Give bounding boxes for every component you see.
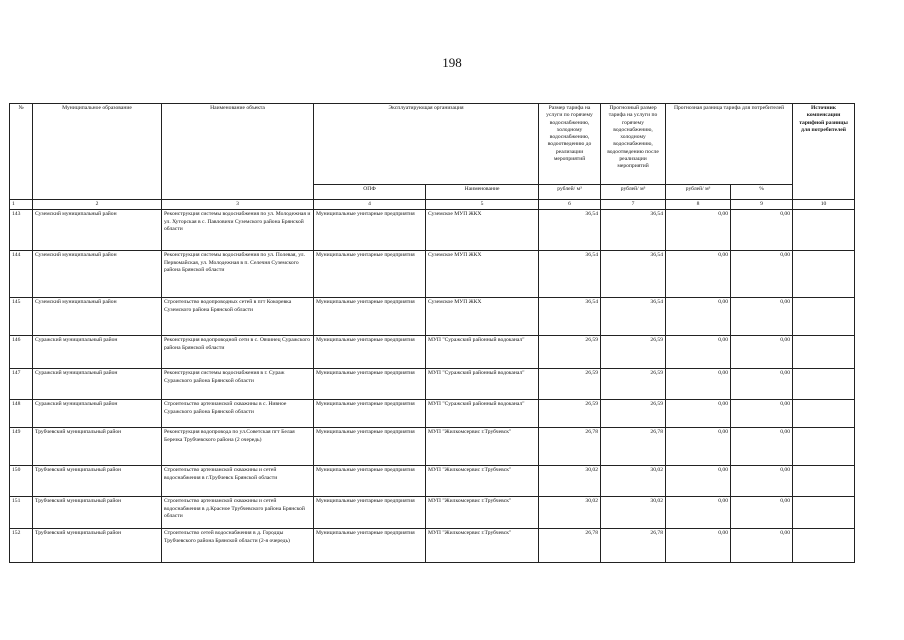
header-row xyxy=(10,104,855,185)
table-row xyxy=(10,466,855,497)
row-object: Реконструкция водопровода по ул.Советская пгт Белая Березка Трубчевского района (2 очередь) xyxy=(162,428,314,466)
column-number: 9 xyxy=(731,200,793,210)
table-row xyxy=(10,369,855,400)
table-row xyxy=(10,497,855,529)
row-tariff: 30,02 xyxy=(539,497,601,529)
column-number: 8 xyxy=(666,200,731,210)
row-diff-rub: 0,00 xyxy=(666,298,731,336)
row-tariff: 30,02 xyxy=(539,466,601,497)
row-forecast: 36,54 xyxy=(601,251,666,298)
row-diff-rub: 0,00 xyxy=(666,251,731,298)
tariff-table xyxy=(9,103,855,563)
header-municipality: Муниципальное образование xyxy=(33,104,162,200)
header-opf: ОПФ xyxy=(314,185,426,200)
row-forecast: 26,59 xyxy=(601,336,666,369)
column-number: 6 xyxy=(539,200,601,210)
row-num: 146 xyxy=(10,336,33,369)
row-opf: Муниципальные унитарные предприятия xyxy=(314,210,426,251)
row-source xyxy=(793,400,855,428)
row-diff-pct: 0,00 xyxy=(731,369,793,400)
row-num: 143 xyxy=(10,210,33,251)
row-object: Строительство артезианской скважины и сетей водоснабжения в г.Трубчевск Брянской области xyxy=(162,466,314,497)
column-number: 1 xyxy=(10,200,33,210)
column-number: 2 xyxy=(33,200,162,210)
row-municipality: Суражский муниципальный район xyxy=(33,369,162,400)
row-diff-pct: 0,00 xyxy=(731,251,793,298)
row-diff-rub: 0,00 xyxy=(666,210,731,251)
row-municipality: Трубчевский муниципальный район xyxy=(33,529,162,563)
row-opf: Муниципальные унитарные предприятия xyxy=(314,428,426,466)
row-diff-pct: 0,00 xyxy=(731,466,793,497)
row-municipality: Трубчевский муниципальный район xyxy=(33,428,162,466)
row-source xyxy=(793,529,855,563)
row-forecast: 26,78 xyxy=(601,529,666,563)
row-opf: Муниципальные унитарные предприятия xyxy=(314,369,426,400)
column-number: 4 xyxy=(314,200,426,210)
row-source xyxy=(793,497,855,529)
row-municipality: Суземский муниципальный район xyxy=(33,210,162,251)
column-number: 3 xyxy=(162,200,314,210)
row-diff-pct: 0,00 xyxy=(731,298,793,336)
column-number: 5 xyxy=(426,200,539,210)
row-object: Реконструкция системы водоснабжения по ул. Полевая, ул. Первомайская, ул. Молодежная в п. Селечня Суземского района Брянской области xyxy=(162,251,314,298)
row-org: Суземское МУП ЖКХ xyxy=(426,298,539,336)
row-diff-rub: 0,00 xyxy=(666,529,731,563)
table-row xyxy=(10,336,855,369)
row-municipality: Суземский муниципальный район xyxy=(33,251,162,298)
row-num: 144 xyxy=(10,251,33,298)
header-num: № xyxy=(10,104,33,200)
row-tariff: 26,59 xyxy=(539,369,601,400)
table-row xyxy=(10,529,855,563)
row-org: МУП "Жилкомсервис г.Трубчевск" xyxy=(426,466,539,497)
row-diff-rub: 0,00 xyxy=(666,400,731,428)
row-object: Строительство сетей водоснабжения в д. Городцы Трубчевского района Брянской области (2-я очередь) xyxy=(162,529,314,563)
header-object-name: Наименование объекта xyxy=(162,104,314,200)
row-source xyxy=(793,428,855,466)
row-org: МУП "Суражский районный водоканал" xyxy=(426,336,539,369)
header-operator: Эксплуатирующая организация xyxy=(314,104,539,185)
page-number: 198 xyxy=(442,55,462,70)
row-source xyxy=(793,298,855,336)
row-source xyxy=(793,251,855,298)
row-object: Строительство водопроводных сетей в пгт Кокоревка Суземского района Брянской области xyxy=(162,298,314,336)
row-forecast: 26,59 xyxy=(601,400,666,428)
column-number-row xyxy=(10,200,855,210)
row-forecast: 26,59 xyxy=(601,369,666,400)
row-diff-rub: 0,00 xyxy=(666,369,731,400)
row-source xyxy=(793,369,855,400)
header-unit-percent: % xyxy=(731,185,793,200)
header-unit-tariff: рублей/ м³ xyxy=(539,185,601,200)
row-tariff: 26,59 xyxy=(539,400,601,428)
row-tariff: 36,54 xyxy=(539,298,601,336)
row-municipality: Трубчевский муниципальный район xyxy=(33,466,162,497)
row-org: МУП "Суражский районный водоканал" xyxy=(426,369,539,400)
row-tariff: 36,54 xyxy=(539,251,601,298)
row-opf: Муниципальные унитарные предприятия xyxy=(314,251,426,298)
table-row xyxy=(10,400,855,428)
row-num: 151 xyxy=(10,497,33,529)
row-object: Строительство артезианской скважины в с. Нивное Суражского района Брянской области xyxy=(162,400,314,428)
row-opf: Муниципальные унитарные предприятия xyxy=(314,497,426,529)
column-number: 10 xyxy=(793,200,855,210)
row-org: МУП "Жилкомсервис г.Трубчевск" xyxy=(426,497,539,529)
row-object: Реконструкция системы водоснабжения в г. Сураж Суражского района Брянской области xyxy=(162,369,314,400)
header-org-name: Наименование xyxy=(426,185,539,200)
table-row xyxy=(10,210,855,251)
row-tariff: 26,78 xyxy=(539,428,601,466)
row-tariff: 36,54 xyxy=(539,210,601,251)
row-org: МУП "Суражский районный водоканал" xyxy=(426,400,539,428)
row-diff-rub: 0,00 xyxy=(666,497,731,529)
row-municipality: Суражский муниципальный район xyxy=(33,400,162,428)
row-num: 152 xyxy=(10,529,33,563)
row-diff-rub: 0,00 xyxy=(666,466,731,497)
row-diff-pct: 0,00 xyxy=(731,210,793,251)
row-source xyxy=(793,336,855,369)
row-diff-rub: 0,00 xyxy=(666,336,731,369)
row-municipality: Суземский муниципальный район xyxy=(33,298,162,336)
row-opf: Муниципальные унитарные предприятия xyxy=(314,400,426,428)
row-municipality: Суражский муниципальный район xyxy=(33,336,162,369)
row-diff-rub: 0,00 xyxy=(666,428,731,466)
header-forecast-tariff: Прогнозный размер тарифа на услуги по горячему водоснабжению, холодному водоснабжению, водоотведению после реализации мероприятий xyxy=(601,104,666,185)
row-num: 147 xyxy=(10,369,33,400)
row-opf: Муниципальные унитарные предприятия xyxy=(314,466,426,497)
header-unit-diff: рублей/ м³ xyxy=(666,185,731,200)
header-tariff-size: Размер тарифа на услуги по горячему водоснабжению, холодному водоснабжению, водоотведению до реализации мероприятий xyxy=(539,104,601,185)
row-object: Реконструкция водопроводной сети в с. Овчинец Суражского района Брянской области xyxy=(162,336,314,369)
row-forecast: 36,54 xyxy=(601,298,666,336)
row-num: 149 xyxy=(10,428,33,466)
row-object: Строительство артезианской скважины и сетей водоснабжения в д.Красное Трубчевского района Брянской области xyxy=(162,497,314,529)
row-diff-pct: 0,00 xyxy=(731,400,793,428)
table-row xyxy=(10,251,855,298)
table-row xyxy=(10,298,855,336)
row-num: 148 xyxy=(10,400,33,428)
row-org: Суземское МУП ЖКХ xyxy=(426,251,539,298)
row-num: 145 xyxy=(10,298,33,336)
header-source: Источник компенсации тарифной разницы для потребителей xyxy=(793,104,855,200)
row-opf: Муниципальные унитарные предприятия xyxy=(314,298,426,336)
row-opf: Муниципальные унитарные предприятия xyxy=(314,336,426,369)
row-source xyxy=(793,466,855,497)
row-tariff: 26,59 xyxy=(539,336,601,369)
row-diff-pct: 0,00 xyxy=(731,428,793,466)
row-forecast: 26,78 xyxy=(601,428,666,466)
row-municipality: Трубчевский муниципальный район xyxy=(33,497,162,529)
row-org: МУП "Жилкомсервис г.Трубчевск" xyxy=(426,428,539,466)
row-org: Суземское МУП ЖКХ xyxy=(426,210,539,251)
row-opf: Муниципальные унитарные предприятия xyxy=(314,529,426,563)
row-object: Реконструкция системы водоснабжения по ул. Молодежная и ул. Хуторская в с. Павловичи Суземского района Брянской области xyxy=(162,210,314,251)
row-tariff: 26,78 xyxy=(539,529,601,563)
row-org: МУП "Жилкомсервис г.Трубчевск" xyxy=(426,529,539,563)
row-diff-pct: 0,00 xyxy=(731,529,793,563)
row-forecast: 30,02 xyxy=(601,497,666,529)
column-number: 7 xyxy=(601,200,666,210)
row-diff-pct: 0,00 xyxy=(731,497,793,529)
row-forecast: 30,02 xyxy=(601,466,666,497)
row-diff-pct: 0,00 xyxy=(731,336,793,369)
row-forecast: 36,54 xyxy=(601,210,666,251)
header-unit-forecast: рублей/ м³ xyxy=(601,185,666,200)
row-num: 150 xyxy=(10,466,33,497)
table-row xyxy=(10,428,855,466)
row-source xyxy=(793,210,855,251)
header-forecast-diff: Прогнозная разница тарифа для потребителей xyxy=(666,104,793,185)
